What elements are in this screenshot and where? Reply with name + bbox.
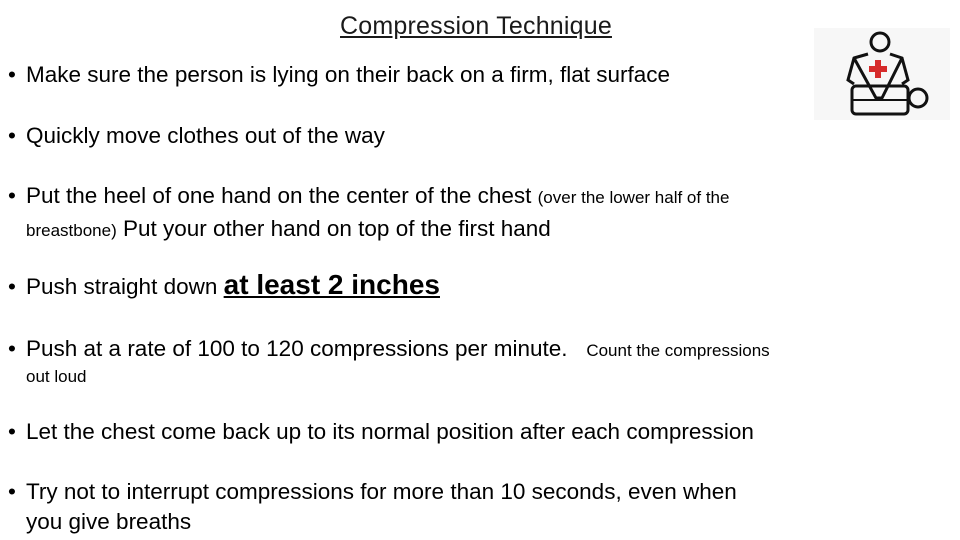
bullet-text: Let the chest come back up to its normal position after each compression	[26, 419, 754, 444]
bullet-item	[8, 60, 938, 89]
bullet-marker: •	[8, 336, 16, 361]
slide-title: Compression Technique	[340, 12, 612, 40]
bullet-text: Quickly move clothes out of the way	[26, 123, 385, 148]
bullet-marker: •	[8, 183, 16, 208]
bullet-emphasis: at least 2 inches	[223, 269, 440, 300]
bullet-item	[8, 417, 938, 446]
bullet-marker: •	[8, 123, 16, 148]
bullet-marker: •	[8, 274, 16, 299]
bullet-marker: •	[8, 419, 16, 444]
bullet-item	[8, 270, 938, 301]
bullet-item	[8, 477, 938, 537]
bullet-text: Put your other hand on top of the first hand	[123, 216, 551, 241]
bullet-note: out loud	[26, 367, 87, 386]
bullet-item	[8, 336, 938, 388]
bullet-marker: •	[8, 479, 16, 504]
bullet-note: breastbone)	[26, 221, 117, 240]
bullet-item	[8, 121, 938, 150]
bullet-text: Make sure the person is lying on their back on a firm, flat surface	[26, 62, 671, 87]
bullet-text: you give breaths	[26, 509, 192, 534]
bullet-item	[8, 181, 938, 245]
bullet-note: Count the compressions	[586, 341, 770, 360]
bullet-note: (over the lower half of the	[537, 188, 730, 207]
bullet-text: Put the heel of one hand on the center of the chest	[26, 183, 532, 208]
bullet-text: Push at a rate of 100 to 120 compressions per minute.	[26, 336, 568, 361]
bullet-text: Push straight down	[26, 274, 218, 299]
bullet-text: Try not to interrupt compressions for more than 10 seconds, even when	[26, 479, 737, 504]
bullet-marker: •	[8, 62, 16, 87]
